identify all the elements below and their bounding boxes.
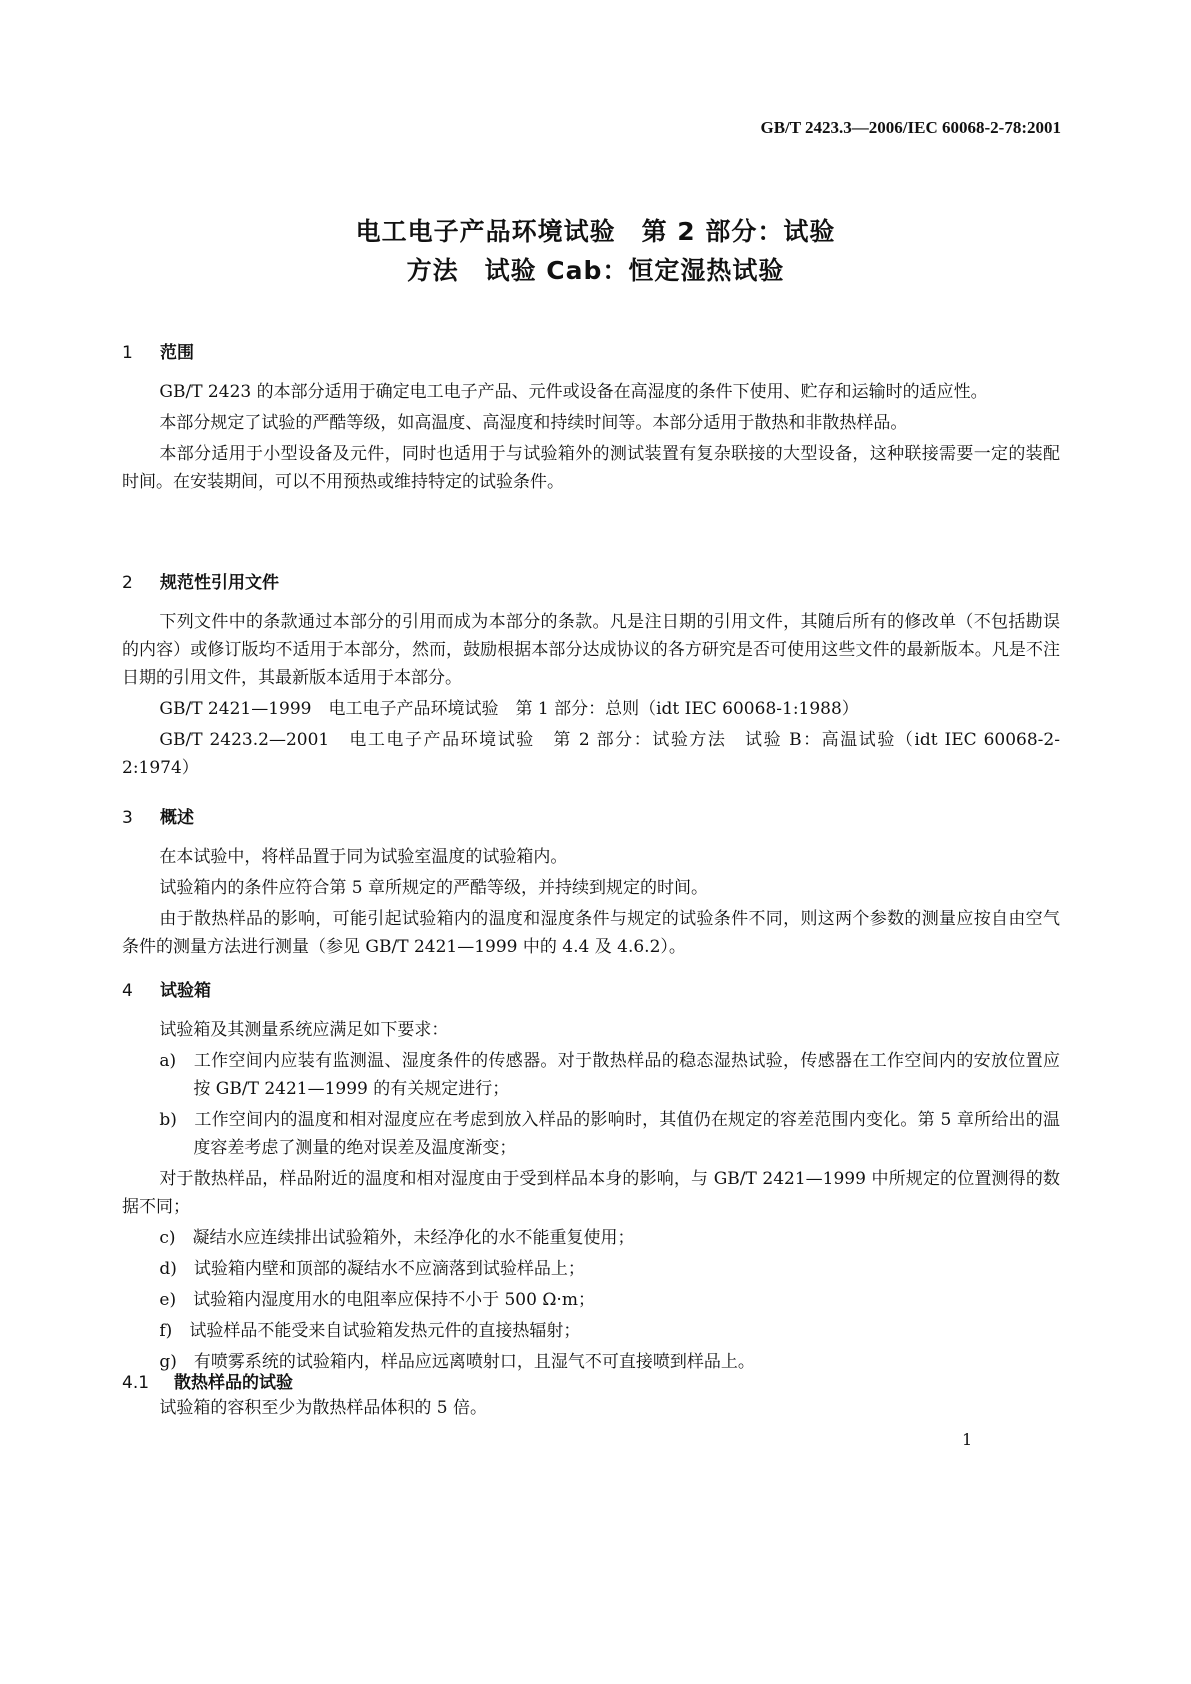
reference-item: GB/T 2421—1999 电工电子产品环境试验 第 1 部分：总则（idt IEC 60068-1:1988） bbox=[159, 699, 859, 719]
paragraph: 下列文件中的条款通过本部分的引用而成为本部分的条款。凡是注日期的引用文件，其随后所有的修改单（不包括勘误的内容）或修订版均不适用于本部分，然而，鼓励根据本部分达成协议的各方研究是否可使用这些文件的最新版本。凡是不注日期的引用文件，其最新版本适用于本部分。 bbox=[122, 612, 1060, 688]
reference-item: GB/T 2423.2—2001 电工电子产品环境试验 第 2 部分：试验方法 试验 B：高温试验（idt IEC 60068-2-2:1974） bbox=[122, 730, 1060, 778]
paragraph: 试验箱内的条件应符合第 5 章所规定的严酷等级，并持续到规定的时间。 bbox=[159, 878, 709, 898]
list-item-a: a) 工作空间内应装有监测温、湿度条件的传感器。对于散热样品的稳态湿热试验，传感器在工作空间内的安放位置应按 GB/T 2421—1999 的有关规定进行； bbox=[159, 1051, 1060, 1099]
page-number: 1 bbox=[962, 1430, 973, 1449]
section-body-2 bbox=[122, 608, 1060, 785]
paragraph: 本部分适用于小型设备及元件，同时也适用于与试验箱外的测试装置有复杂联接的大型设备，这种联接需要一定的装配时间。在安装期间，可以不用预热或维持特定的试验条件。 bbox=[122, 444, 1060, 492]
paragraph: 在本试验中，将样品置于同为试验室温度的试验箱内。 bbox=[159, 847, 568, 867]
document-title-line1: 电工电子产品环境试验 第 2 部分：试验 bbox=[355, 217, 836, 246]
list-item-e: e) 试验箱内湿度用水的电阻率应保持不小于 500 Ω·m； bbox=[159, 1290, 595, 1310]
document-title-line2: 方法 试验 Cab：恒定湿热试验 bbox=[406, 256, 785, 285]
section-heading-4-1: 4.1 散热样品的试验 bbox=[122, 1373, 293, 1393]
section-body-1 bbox=[122, 378, 1060, 499]
section-heading-3: 3 概述 bbox=[122, 808, 194, 828]
section-body-3 bbox=[122, 843, 1060, 964]
section-body-4 bbox=[122, 1016, 1060, 1379]
paragraph: 试验箱及其测量系统应满足如下要求： bbox=[159, 1020, 449, 1040]
paragraph: 试验箱的容积至少为散热样品体积的 5 倍。 bbox=[159, 1398, 488, 1418]
list-item-b: b) 工作空间内的温度和相对湿度应在考虑到放入样品的影响时，其值仍在规定的容差范围内变化。第 5 章所给出的温度容差考虑了测量的绝对误差及温度渐变； bbox=[159, 1110, 1060, 1158]
paragraph: 本部分规定了试验的严酷等级，如高温度、高湿度和持续时间等。本部分适用于散热和非散热样品。 bbox=[159, 413, 908, 433]
paragraph: GB/T 2423 的本部分适用于确定电工电子产品、元件或设备在高湿度的条件下使用、贮存和运输时的适应性。 bbox=[159, 382, 988, 402]
list-item-d: d) 试验箱内壁和顶部的凝结水不应滴落到试验样品上； bbox=[159, 1259, 585, 1279]
section-heading-2: 2 规范性引用文件 bbox=[122, 573, 279, 593]
list-item-g: g) 有喷雾系统的试验箱内，样品应远离喷射口，且湿气不可直接喷到样品上。 bbox=[159, 1352, 755, 1372]
list-item-c: c) 凝结水应连续排出试验箱外，未经净化的水不能重复使用； bbox=[159, 1228, 635, 1248]
paragraph: 由于散热样品的影响，可能引起试验箱内的温度和湿度条件与规定的试验条件不同，则这两个参数的测量应按自由空气条件的测量方法进行测量（参见 GB/T 2421—1999 中的 4.4 及 4.6.2）。 bbox=[122, 909, 1060, 957]
paragraph: 对于散热样品，样品附近的温度和相对湿度由于受到样品本身的影响，与 GB/T 2421—1999 中所规定的位置测得的数据不同； bbox=[122, 1169, 1060, 1217]
section-body-4-1 bbox=[122, 1394, 1060, 1425]
list-item-f: f) 试验样品不能受来自试验箱发热元件的直接热辐射； bbox=[159, 1321, 581, 1341]
standard-code-header: GB/T 2423.3—2006/IEC 60068-2-78:2001 bbox=[760, 118, 1061, 137]
section-heading-1: 1 范围 bbox=[122, 343, 194, 363]
section-heading-4: 4 试验箱 bbox=[122, 981, 211, 1001]
